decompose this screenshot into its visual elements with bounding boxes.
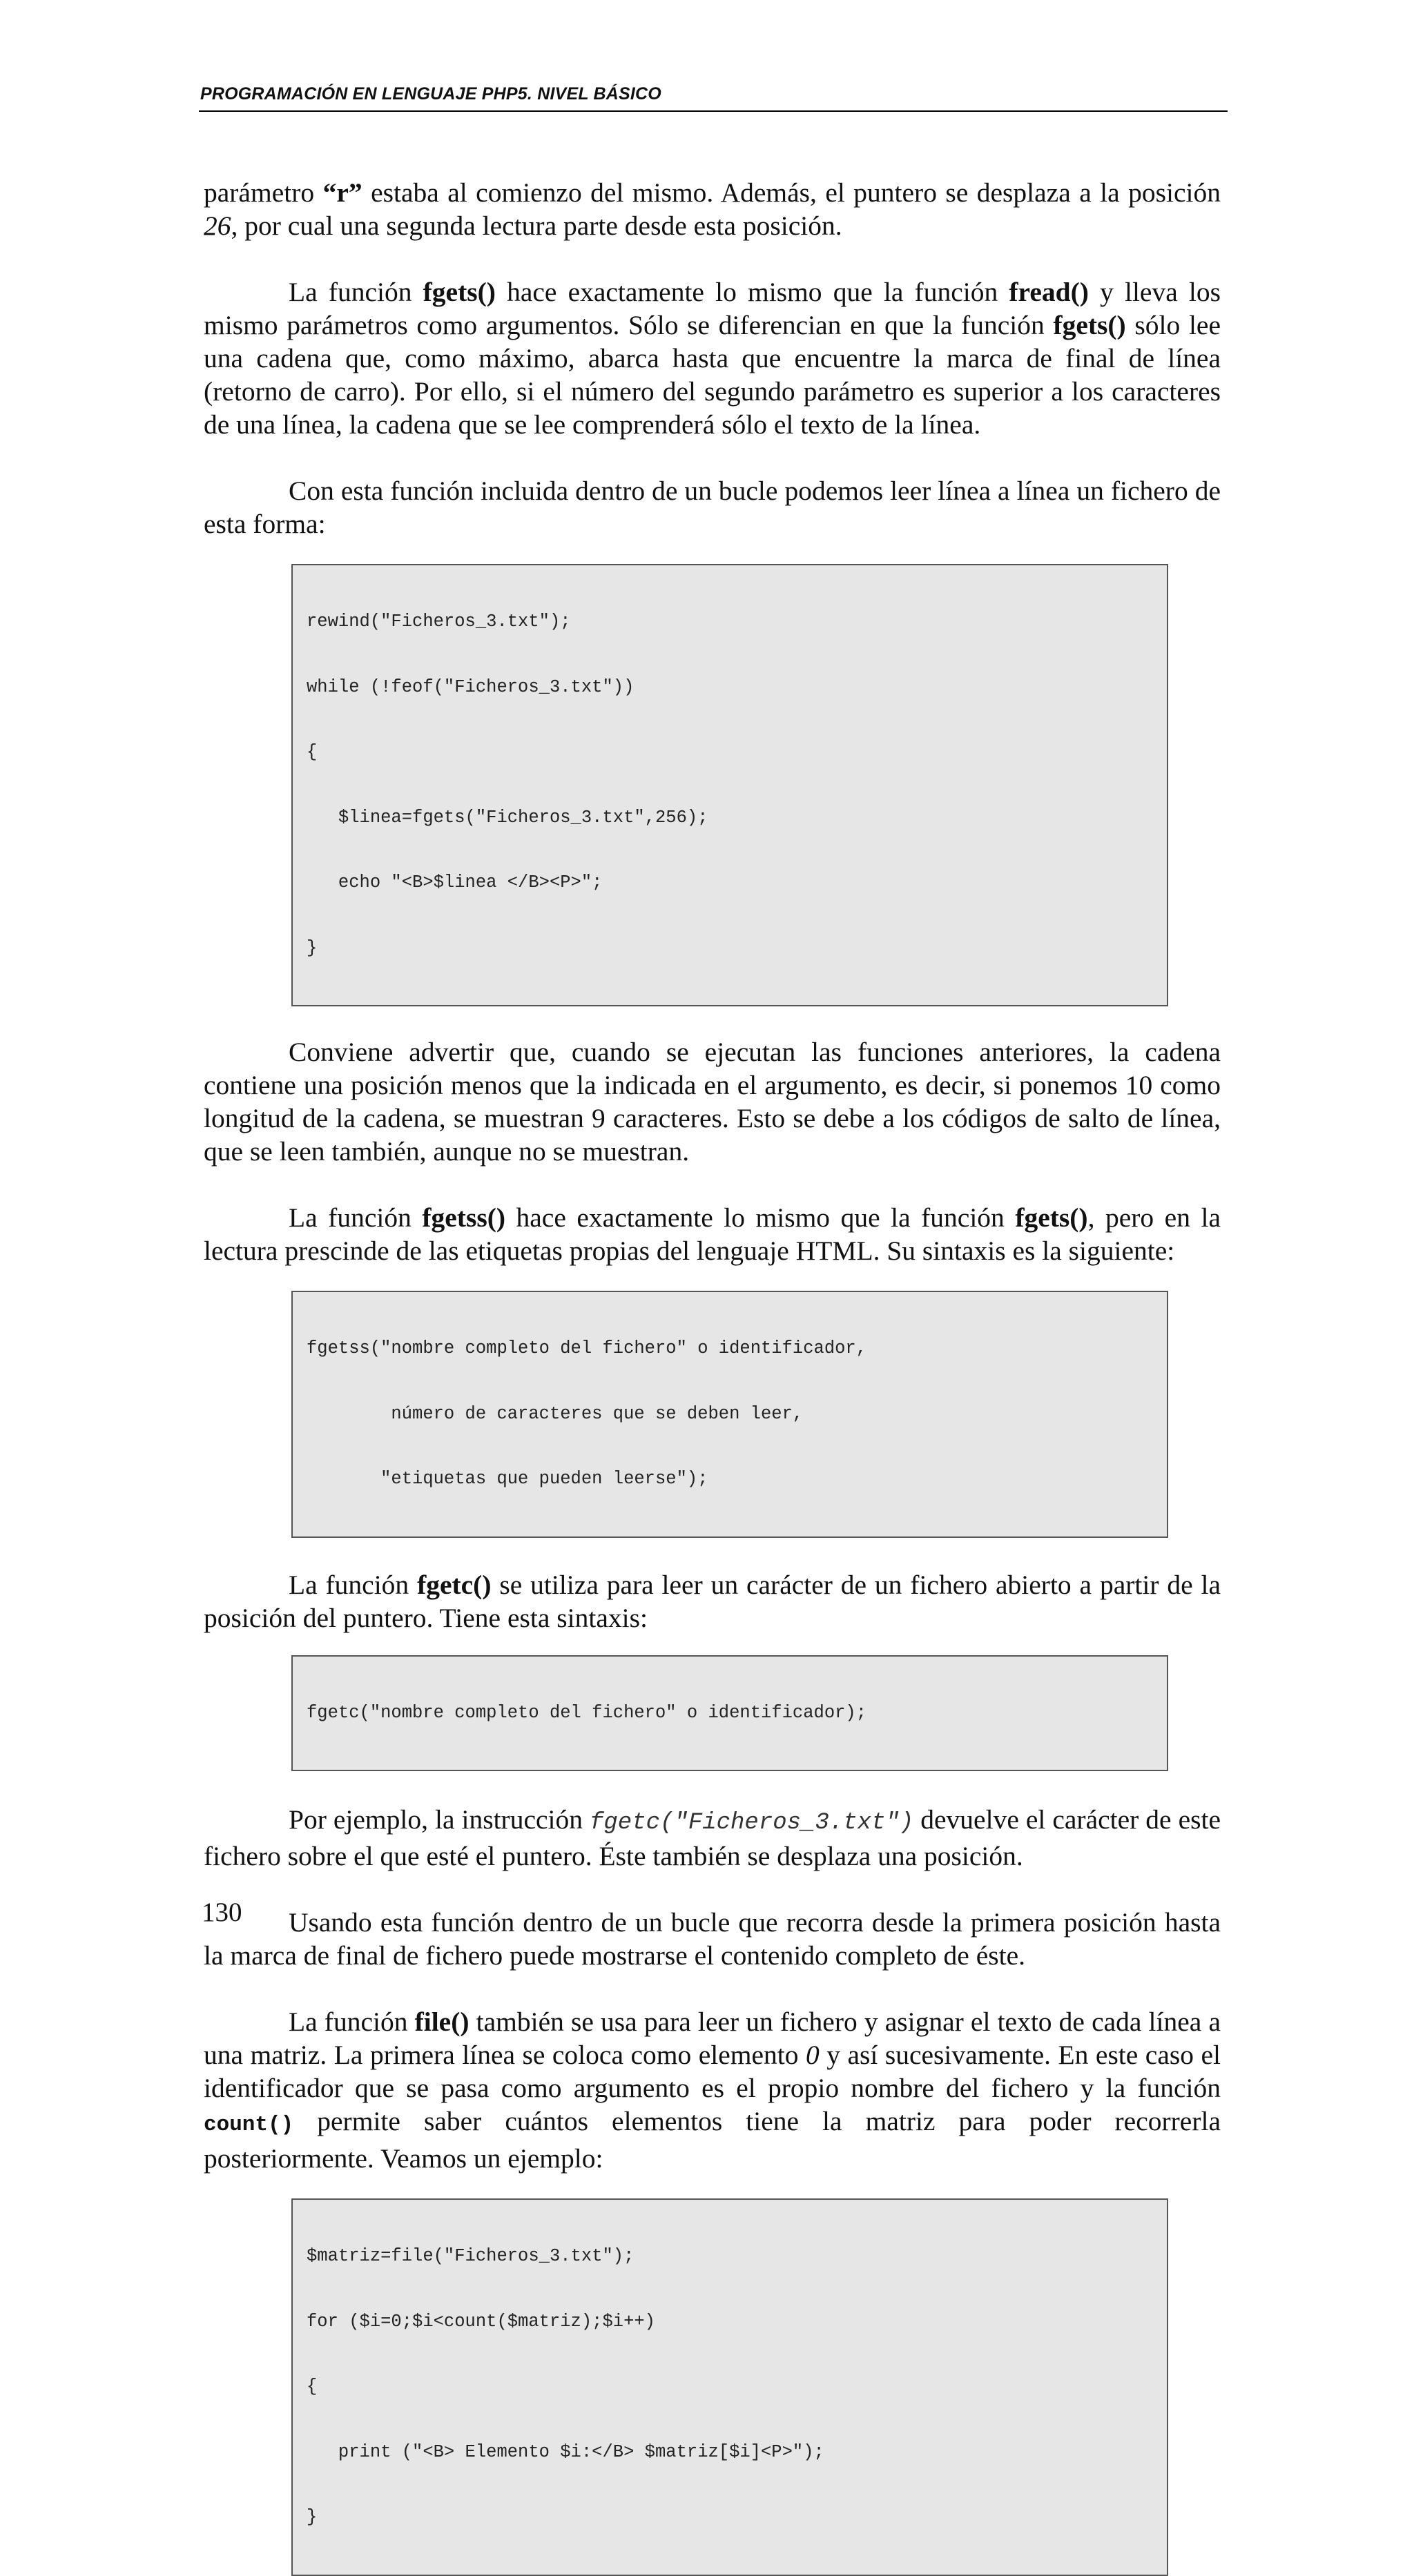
paragraph-4: Conviene advertir que, cuando se ejecutan las funciones anteriores, la cadena contiene una posición menos que la indicada en el argumento, es decir, si ponemos 10 como longitud de la cadena, se muestran 9 caracteres. Esto se debe a los códigos de salto de línea, que se leen también, aunque no se muestran. xyxy=(204,1037,1221,1167)
bold-term: file() xyxy=(414,2007,469,2037)
header-rule xyxy=(199,110,1228,112)
paragraph-8: Usando esta función dentro de un bucle que recorra desde la primera posición hasta la marca de final de fichero puede mostrarse el contenido completo de éste. xyxy=(204,1907,1221,1971)
paragraph-1: parámetro “r” estaba al comienzo del mismo. Además, el puntero se desplaza a la posición 26, por cual una segunda lectura parte desde esta posición. xyxy=(204,177,1221,241)
code-line: $linea=fgets("Ficheros_3.txt",256); xyxy=(307,807,708,828)
italic-term: 0 xyxy=(805,2040,820,2070)
paragraph-6: La función fgetc() se utiliza para leer un carácter de un fichero abierto a partir de la posición del puntero. Tiene esta sintaxis: xyxy=(204,1569,1221,1633)
code-line: fgetc("nombre completo del fichero" o identificador); xyxy=(307,1702,867,1723)
bold-term: fgets() xyxy=(423,277,496,307)
code-block-fgetc-syntax xyxy=(291,1655,1168,1772)
code-line: } xyxy=(307,2507,318,2527)
code-line: $matriz=file("Ficheros_3.txt"); xyxy=(307,2246,635,2266)
paragraph-7: Por ejemplo, la instrucción fgetc("Ficheros_3.txt") devuelve el carácter de este fichero sobre el que esté el puntero. Éste también se desplaza una posición. xyxy=(204,1804,1221,1871)
code-line: print ("<B> Elemento $i:</B> $matriz[$i]<P>"); xyxy=(307,2441,824,2462)
italic-term: 26 xyxy=(204,211,231,241)
bold-term: fgetc() xyxy=(417,1569,492,1600)
code-line: for ($i=0;$i<count($matriz);$i++) xyxy=(307,2311,655,2332)
bold-term: “r” xyxy=(322,177,362,208)
code-block-fgets-loop xyxy=(291,564,1168,1006)
inline-code: fgetc("Ficheros_3.txt") xyxy=(590,1810,914,1836)
code-line: echo "<B>$linea </B><P>"; xyxy=(307,872,603,892)
bold-term: fgets() xyxy=(1053,310,1126,340)
code-line: while (!feof("Ficheros_3.txt")) xyxy=(307,676,635,697)
paragraph-5: La función fgetss() hace exactamente lo mismo que la función fgets(), pero en la lectura prescinde de las etiquetas propias del lenguaje HTML. Su sintaxis es la siguiente: xyxy=(204,1202,1221,1266)
paragraph-3: Con esta función incluida dentro de un bucle podemos leer línea a línea un fichero de esta forma: xyxy=(204,476,1221,539)
code-block-fgetss-syntax xyxy=(291,1291,1168,1538)
running-header: PROGRAMACIÓN EN LENGUAJE PHP5. NIVEL BÁSICO xyxy=(200,84,661,104)
paragraph-2: La función fgets() hace exactamente lo mismo que la función fread() y lleva los mismo parámetros como argumentos. Sólo se diferencian en que la función fgets() sólo lee una cadena que, como máximo, abarca hasta que encuentre la marca de final de línea (retorno de carro). Por ello, si el número del segundo parámetro es superior a los caracteres de una línea, la cadena que se lee comprenderá sólo el texto de la línea. xyxy=(204,277,1221,440)
bold-term: fgets() xyxy=(1015,1202,1088,1233)
page-number: 130 xyxy=(202,1897,242,1927)
inline-code: count() xyxy=(204,2113,294,2137)
code-line: "etiquetas que pueden leerse"); xyxy=(307,1469,708,1489)
code-line: { xyxy=(307,742,318,762)
code-line: número de caracteres que se deben leer, xyxy=(307,1403,804,1424)
page-body xyxy=(204,176,1221,2576)
bold-term: fread() xyxy=(1009,277,1089,307)
code-line: { xyxy=(307,2377,318,2397)
code-block-file-loop xyxy=(291,2198,1168,2576)
bold-term: fgetss() xyxy=(422,1202,506,1233)
code-line: rewind("Ficheros_3.txt"); xyxy=(307,612,571,632)
code-line: fgetss("nombre completo del fichero" o identificador, xyxy=(307,1338,867,1358)
code-line: } xyxy=(307,937,318,958)
paragraph-9: La función file() también se usa para leer un fichero y asignar el texto de cada línea a una matriz. La primera línea se coloca como elemento 0 y así sucesivamente. En este caso el identificador que se pasa como argumento es el propio nombre del fichero y la función count() permite saber cuántos elementos tiene la matriz para poder recorrerla posteriormente. Veamos un ejemplo: xyxy=(204,2007,1221,2174)
